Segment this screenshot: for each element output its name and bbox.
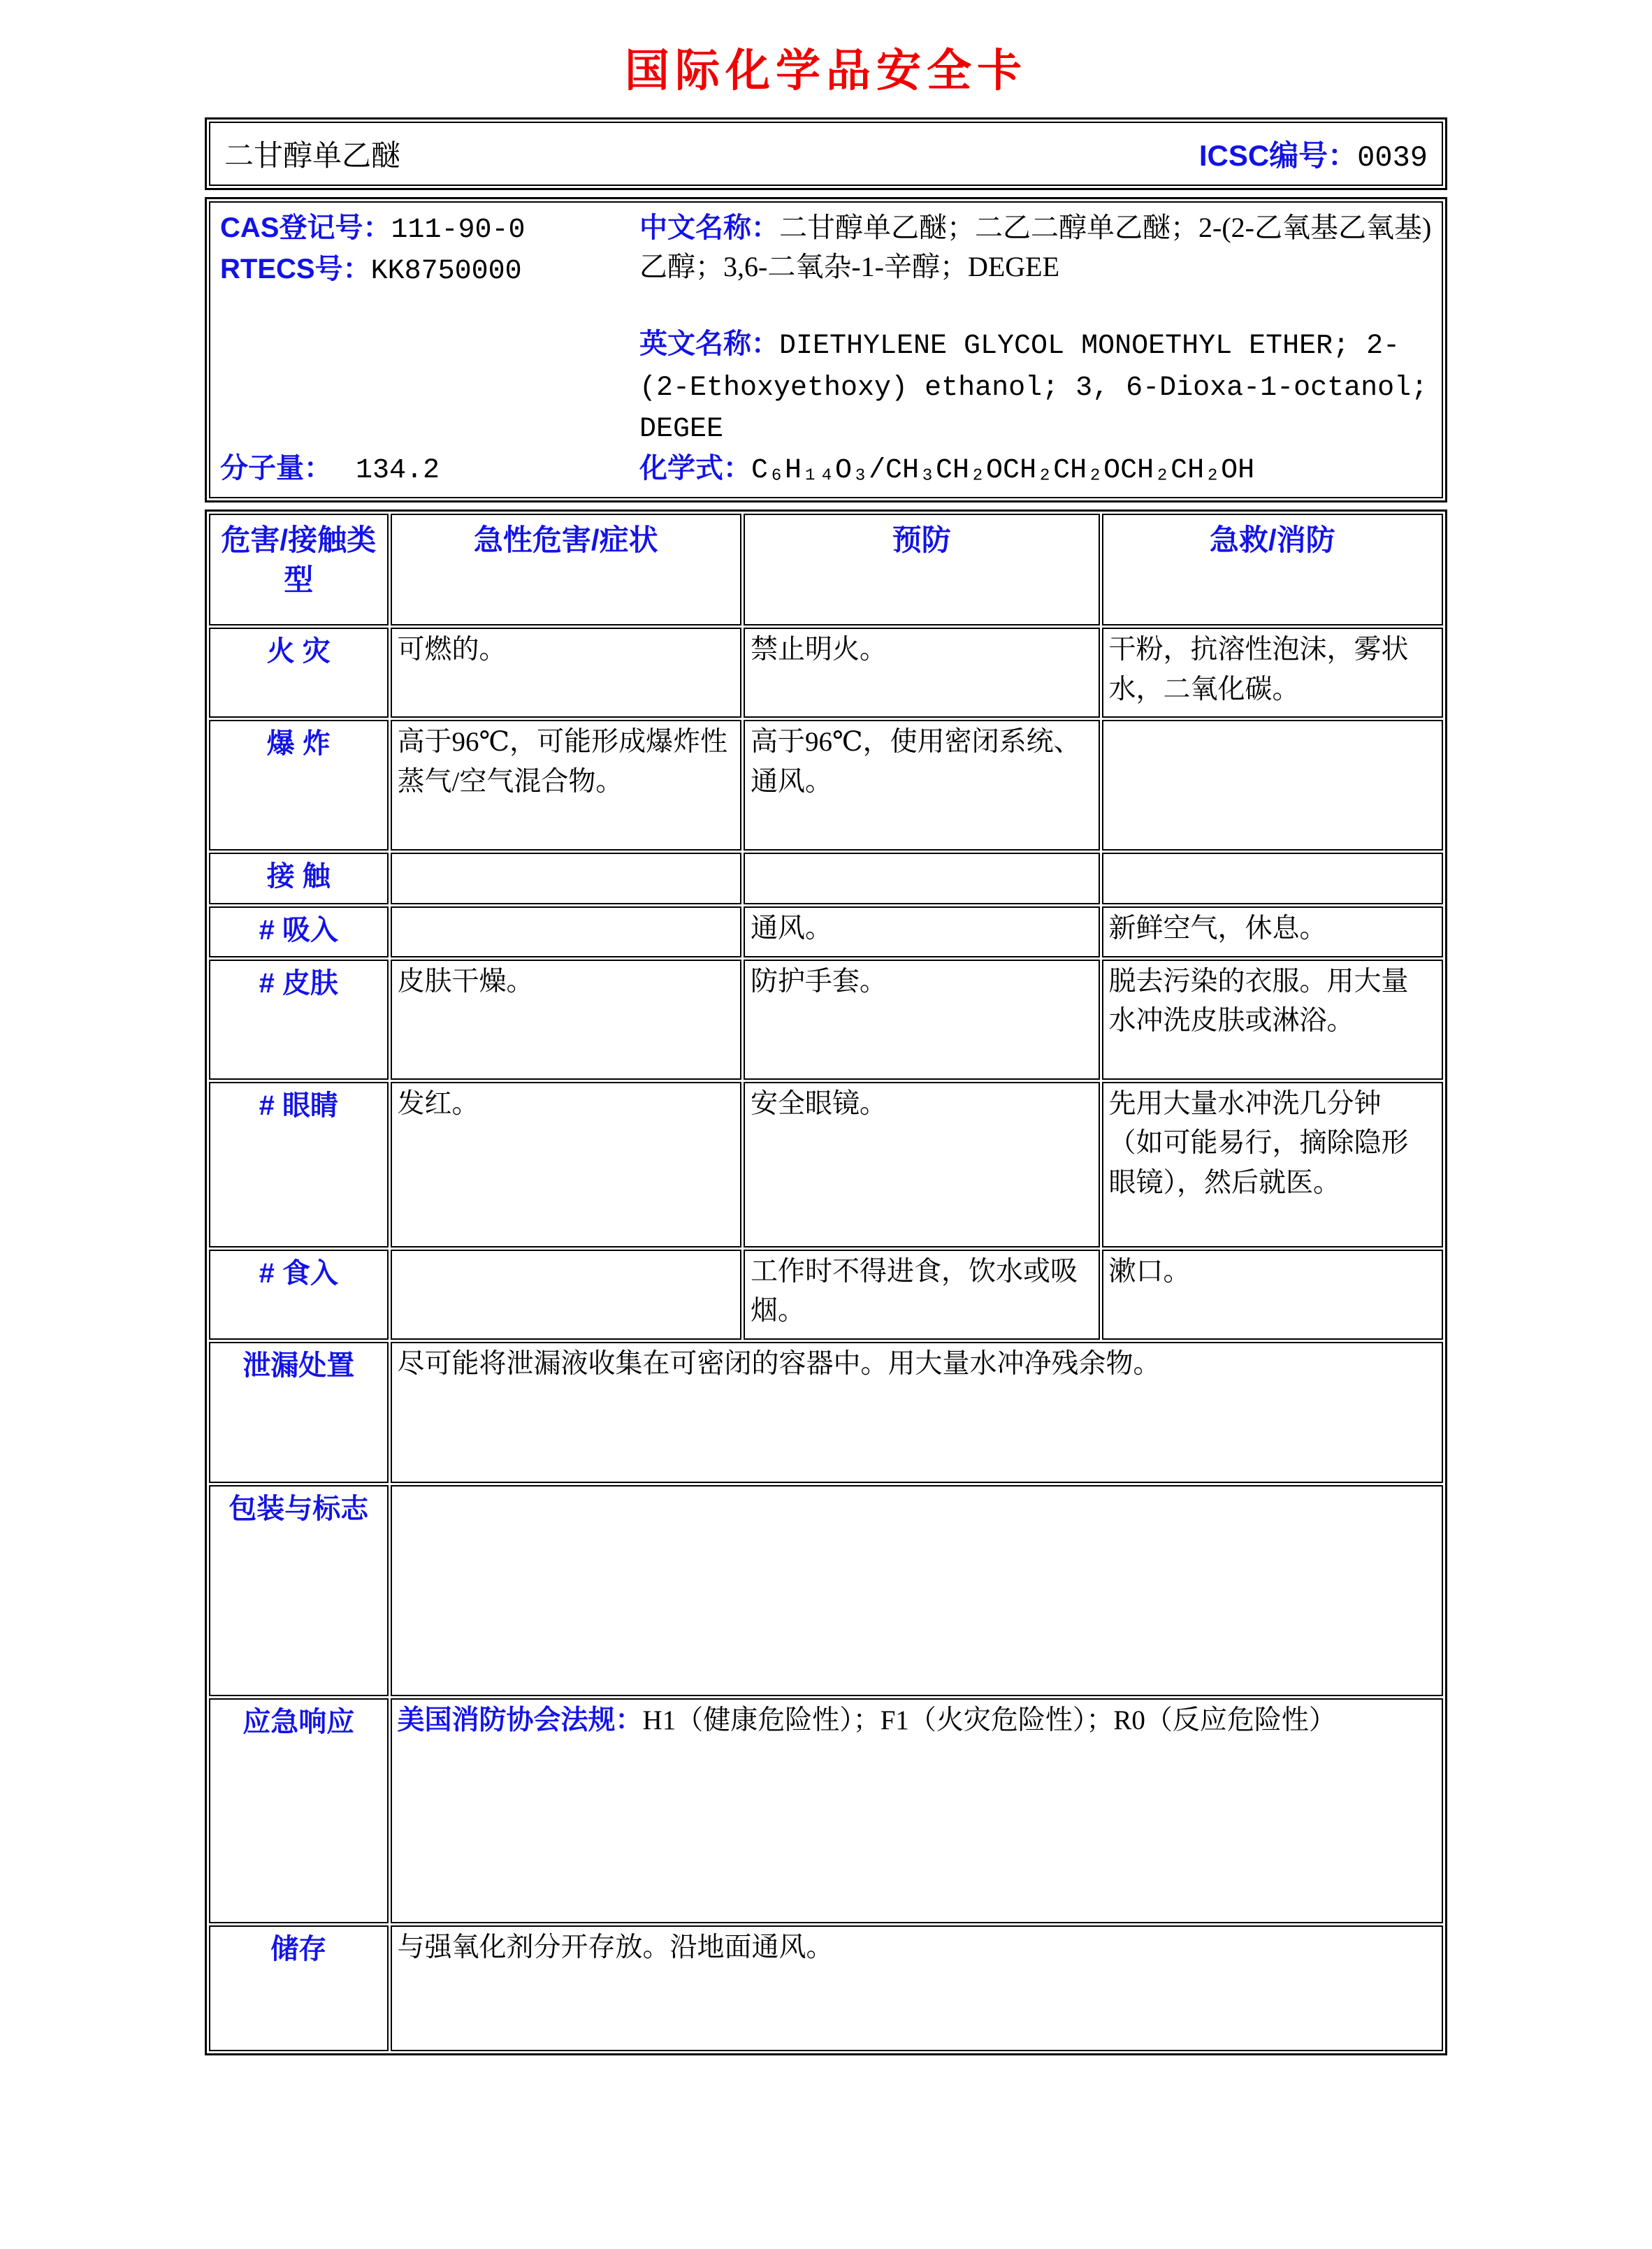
- explosion-symptoms-cell: 高于96℃，可能形成爆炸性蒸气/空气混合物。: [391, 720, 742, 851]
- formula-value: C₆H₁₄O₃/CH₃CH₂OCH₂CH₂OCH₂CH₂OH: [751, 454, 1255, 486]
- eyes-symptoms-cell: 发红。: [391, 1082, 742, 1248]
- skin-prevention-cell: 防护手套。: [744, 960, 1100, 1080]
- contact-firstaid-cell: [1102, 853, 1443, 904]
- ingestion-firstaid-cell: 漱口。: [1102, 1250, 1443, 1340]
- column-header-hazard-type: 危害/接触类型: [209, 514, 389, 625]
- identifiers-column: [220, 208, 639, 490]
- spacer: [220, 291, 639, 449]
- cas-label: CAS登记号：: [220, 212, 391, 243]
- chinese-name-line: [639, 208, 1433, 286]
- storage-content-cell: [391, 1925, 1443, 2051]
- header-cell: [209, 122, 1443, 186]
- contact-prevention-cell: [744, 853, 1100, 904]
- icsc-number-label: ICSC编号：: [1198, 139, 1358, 172]
- rtecs-label: RTECS号：: [220, 254, 371, 285]
- icsc-number-value: 0039: [1357, 141, 1428, 175]
- skin-symptoms-cell: 皮肤干燥。: [391, 960, 742, 1080]
- chinese-name-value: 二甘醇单乙醚；二乙二醇单乙醚；2-(2-乙氧基乙氧基)乙醇；3,6-二氧杂-1-辛醇；DEGEE: [639, 212, 1432, 283]
- eyes-firstaid-cell: 先用大量水冲洗几分钟（如可能易行，摘除隐形眼镜），然后就医。: [1102, 1082, 1443, 1248]
- row-label-packaging-labelling: 包装与标志: [209, 1485, 389, 1696]
- page-title: 国际化学品安全卡: [625, 46, 1027, 96]
- blank-line: [639, 286, 1433, 324]
- icsc-number-group: [1199, 133, 1428, 175]
- molecular-weight-label: 分子量：: [220, 452, 332, 484]
- explosion-firstaid-cell: [1102, 720, 1443, 851]
- emergency-response-content-label: 美国消防协会法规：: [397, 1705, 643, 1735]
- packaging-labelling-content-cell: [391, 1485, 1443, 1696]
- formula-line: [639, 449, 1433, 490]
- icsc-card: [205, 117, 1447, 2055]
- identification-cell: [209, 201, 1443, 498]
- storage-content: 与强氧化剂分开存放。沿地面通风。: [397, 1932, 834, 1962]
- ingestion-symptoms-cell: [391, 1250, 742, 1340]
- row-label-emergency-response: 应急响应: [209, 1698, 389, 1923]
- english-name-value: DIETHYLENE GLYCOL MONOETHYL ETHER; 2-(2-Ethoxyethoxy) ethanol; 3, 6-Dioxa-1-octanol; DEGEE: [639, 331, 1428, 445]
- row-label-fire: 火 灾: [209, 628, 389, 718]
- emergency-response-content-cell: [391, 1698, 1443, 1923]
- row-fire: [209, 628, 1443, 718]
- inhalation-prevention-cell: 通风。: [744, 906, 1100, 957]
- row-label-storage: 储存: [209, 1925, 389, 2051]
- identification-row: [209, 201, 1443, 498]
- row-contact: [209, 853, 1443, 904]
- fire-symptoms-cell: 可燃的。: [391, 628, 742, 718]
- row-storage: [209, 1925, 1443, 2051]
- formula-label: 化学式：: [639, 452, 751, 484]
- row-ingestion: [209, 1250, 1443, 1340]
- cas-number-line: [220, 208, 639, 250]
- molecular-weight-line: [220, 449, 639, 490]
- names-column: [639, 208, 1437, 490]
- row-label-explosion: 爆 炸: [209, 720, 389, 851]
- inhalation-firstaid-cell: 新鲜空气，休息。: [1102, 906, 1443, 957]
- row-label-inhalation: # 吸入: [209, 906, 389, 957]
- skin-firstaid-cell: 脱去污染的衣服。用大量水冲洗皮肤或淋浴。: [1102, 960, 1443, 1080]
- molecular-weight-value: 134.2: [356, 454, 440, 486]
- row-packaging-labelling: [209, 1485, 1443, 1696]
- spill-disposal-content-cell: [391, 1342, 1443, 1483]
- emergency-response-content: H1（健康危险性）；F1（火灾危险性）；R0（反应危险性）: [642, 1705, 1336, 1735]
- contact-symptoms-cell: [391, 853, 742, 904]
- row-explosion: [209, 720, 1443, 851]
- row-label-eyes: # 眼睛: [209, 1082, 389, 1248]
- header-box: [205, 117, 1447, 190]
- explosion-prevention-cell: 高于96℃，使用密闭系统、通风。: [744, 720, 1100, 851]
- english-name-line: [639, 324, 1433, 449]
- cas-value: 111-90-0: [391, 215, 526, 246]
- chinese-name-label: 中文名称：: [639, 212, 779, 243]
- spill-disposal-content: 尽可能将泄漏液收集在可密闭的容器中。用大量水冲净残余物。: [397, 1348, 1161, 1379]
- column-header-firstaid: 急救/消防: [1102, 514, 1443, 625]
- hazard-table-header-row: [209, 514, 1443, 625]
- column-header-prevention: 预防: [744, 514, 1100, 625]
- row-skin: [209, 960, 1443, 1080]
- rtecs-value: KK8750000: [370, 256, 522, 288]
- rtecs-number-line: [220, 250, 639, 291]
- row-inhalation: [209, 906, 1443, 957]
- row-label-ingestion: # 食入: [209, 1250, 389, 1340]
- column-header-symptoms: 急性危害/症状: [391, 514, 742, 625]
- row-spill-disposal: [209, 1342, 1443, 1483]
- row-label-skin: # 皮肤: [209, 960, 389, 1080]
- hazard-table: [205, 509, 1447, 2055]
- fire-firstaid-cell: 干粉，抗溶性泡沫，雾状水，二氧化碳。: [1102, 628, 1443, 718]
- row-label-spill-disposal: 泄漏处置: [209, 1342, 389, 1483]
- ingestion-prevention-cell: 工作时不得进食，饮水或吸烟。: [744, 1250, 1100, 1340]
- inhalation-symptoms-cell: [391, 906, 742, 957]
- row-eyes: [209, 1082, 1443, 1248]
- english-name-label: 英文名称：: [639, 328, 779, 360]
- row-emergency-response: [209, 1698, 1443, 1923]
- row-label-contact: 接 触: [209, 853, 389, 904]
- fire-prevention-cell: 禁止明火。: [744, 628, 1100, 718]
- header-row: [209, 122, 1443, 186]
- identification-box: [205, 197, 1447, 502]
- eyes-prevention-cell: 安全眼镜。: [744, 1082, 1100, 1248]
- substance-name: 二甘醇单乙醚: [224, 140, 401, 173]
